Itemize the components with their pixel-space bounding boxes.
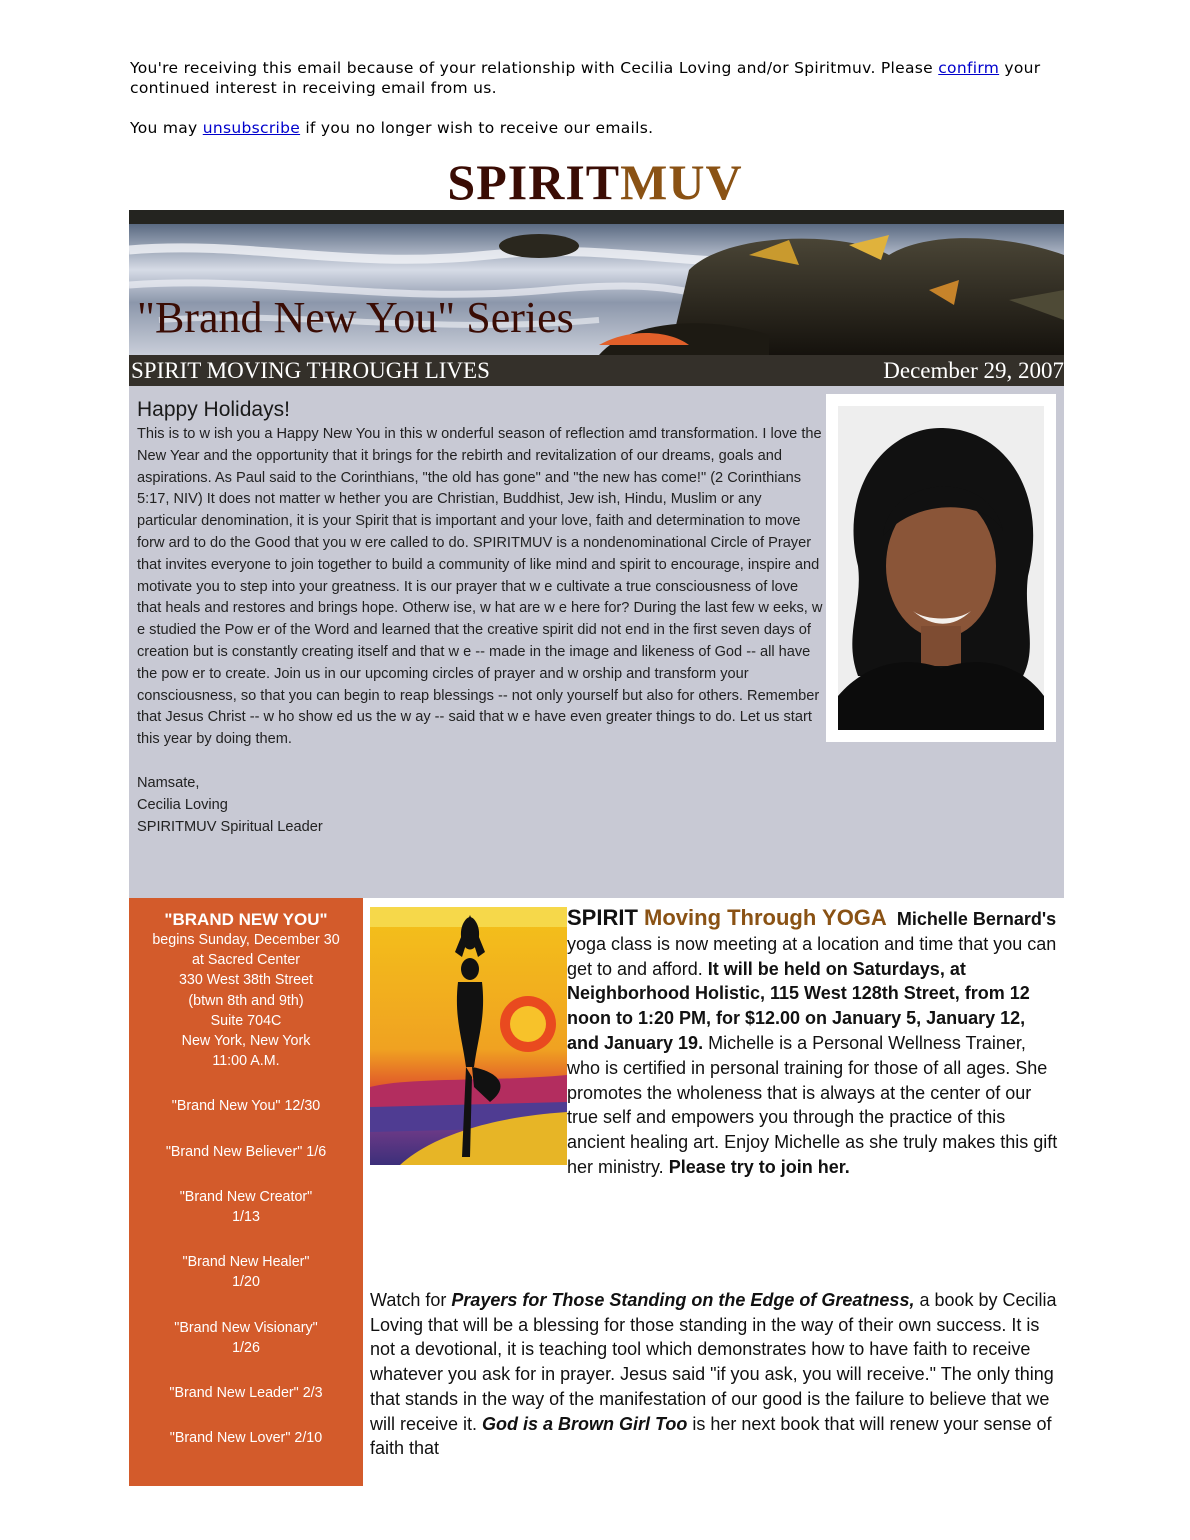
schedule-item-title: "Brand New You" 12/30 [171, 1098, 321, 1115]
schedule-item-title: "Brand New Creator" [179, 1188, 313, 1205]
event-detail-line: New York, New York [181, 1033, 311, 1050]
issue-date: December 29, 2007 [883, 358, 1064, 383]
notice-text: You're receiving this email because of your relationship with Cecilia Loving and/or Spiritmuv. Please [130, 59, 939, 77]
notice-text: if you no longer wish to receive our emails. [300, 119, 654, 137]
header-banner [129, 210, 1064, 355]
schedule-item-title: "Brand New Visionary" [174, 1319, 318, 1336]
closing: Namsate, [137, 774, 200, 791]
sidebar-heading: "BRAND NEW YOU" [164, 910, 328, 929]
yoga-text: Michelle is a Personal Wellness Trainer, who is certified in personal training for those of all ages. She promotes the wholeness that is always at the center of our true self and empowers you through the practice of this ancient healing art. Enjoy Michelle as she truly makes this gift her ministry. [567, 1032, 1058, 1177]
event-detail-line: Suite 704C [210, 1012, 282, 1029]
book-paragraph [370, 1288, 1060, 1461]
series-schedule-sidebar [129, 898, 363, 1486]
schedule-item [129, 1428, 363, 1448]
unsubscribe-notice [130, 118, 1050, 138]
book-text: is her next book that will renew your sense of faith that [370, 1413, 1052, 1459]
event-detail-line: 330 West 38th Street [178, 972, 314, 989]
yoga-schedule: It will be held on Saturdays, at Neighborhood Holistic, 115 West 128th Street, from 12 noon to 1:20 PM, for $12.00 on January 5, January 12, and January 19. [567, 958, 1030, 1053]
signer-title: SPIRITMUV Spiritual Leader [137, 818, 323, 835]
book-text: Watch for [370, 1290, 452, 1310]
schedule-item-title: "Brand New Healer" [182, 1254, 310, 1271]
schedule-item [129, 1096, 363, 1116]
schedule-item [129, 1383, 363, 1403]
yoga-title [567, 905, 887, 930]
yoga-article [370, 906, 1060, 1180]
tagline: SPIRIT MOVING THROUGH LIVES [131, 358, 490, 383]
book-announcement [370, 1288, 1060, 1461]
schedule-item [129, 1318, 363, 1358]
event-detail-line: (btwn 8th and 9th) [188, 992, 304, 1009]
schedule-item [129, 1252, 363, 1292]
unsubscribe-link[interactable]: unsubscribe [202, 119, 301, 137]
event-detail-line: 11:00 A.M. [212, 1053, 280, 1070]
intro-letter [137, 396, 1057, 838]
intro-heading: Happy Holidays! [137, 398, 290, 421]
instructor-name: Michelle Bernard's [896, 909, 1057, 929]
signer-name: Cecilia Loving [137, 796, 228, 813]
event-detail-line: begins Sunday, December 30 [152, 932, 340, 948]
event-details [129, 930, 363, 1071]
yoga-text: yoga class is now meeting at a location and time that you can get to and afford. [567, 933, 1057, 979]
schedule-item-date: 1/20 [232, 1274, 260, 1291]
event-detail-line: at Sacred Center [191, 952, 301, 969]
schedule-item [129, 1187, 363, 1227]
intro-body: This is to w ish you a Happy New You in this w onderful season of reflection amd transformation. I love the New Year and the opportunity that it brings for the rebirth and revitalization of our dreams, goals and aspirations. As Paul said to the Corinthians, "the old has gone" and "the new has come!" (2 Corinthians 5:17, NIV) It does not matter w hether you are Christian, Buddhist, Jew ish, Hindu, Muslim or any particular denomination, it is your Spirit that is important and your love, faith and determination to move forw ard to do the Good that you w ere called to do. SPIRITMUV is a nondenominational Circle of Prayer that invites everyone to join together to build a community of like mind and spirit to encourage, inspire and motivate you to step into your greatness. It is our prayer that w e cultivate a true consciousness of love that heals and restores and brings hope. Otherw ise, w hat are w e here for? During the last few w eeks, w e studied the Pow er of the Word and learned that the creative spirit did not end in the first seven days of creation but is constantly creating itself and that w e -- made in the image and likeness of God -- all have the pow er to create. Join us in our upcoming circles of prayer and w orship and transform your consciousness, so that you can begin to reap blessings -- not only yourself but also for others. Remember that Jesus Christ -- w ho show ed us the w ay -- said that w e have even greater things to do. Let us start this year by doing them. [137, 426, 823, 748]
spiritmuv-logo [0, 152, 1190, 212]
confirm-link[interactable]: confirm [938, 59, 1000, 77]
book-title: Prayers for Those Standing on the Edge of Greatness, [451, 1290, 915, 1310]
email-notice [130, 58, 1050, 138]
tagline-strip [129, 355, 1064, 386]
schedule-item-date: 1/26 [232, 1339, 260, 1356]
yoga-title-rest: Moving Through YOGA [644, 905, 887, 930]
yoga-title-spirit: SPIRIT [567, 905, 645, 930]
book-title: God is a Brown Girl Too [482, 1413, 688, 1434]
yoga-invite: Please try to join her. [668, 1156, 850, 1177]
logo-part-muv: MUV [620, 154, 743, 210]
schedule-item-title: "Brand New Lover" 2/10 [169, 1430, 323, 1447]
series-title: "Brand New You" Series [137, 293, 574, 342]
schedule-item-title: "Brand New Believer" 1/6 [165, 1143, 327, 1160]
schedule-item-title: "Brand New Leader" 2/3 [169, 1385, 323, 1402]
notice-text: your continued interest in receiving email from us. [130, 59, 1041, 97]
logo-part-spirit: SPIRIT [447, 154, 621, 210]
relationship-notice [130, 58, 1050, 98]
image-spacer [370, 906, 567, 1164]
schedule-item-date: 1/13 [232, 1209, 260, 1226]
notice-text: You may [130, 119, 203, 137]
book-text: a book by Cecilia Loving that will be a blessing for those standing in the way of their own success. It is not a devotional, it is teaching tool which demonstrates how to have faith to receive whatever you ask for in prayer. Jesus said "if you ask, you will receive." The only thing that stands in the way of the manifestation of our good is the failure to believe that we will receive it. [370, 1290, 1057, 1434]
schedule-item [129, 1142, 363, 1162]
intro-section [129, 386, 1064, 898]
photo-spacer [825, 424, 1057, 764]
